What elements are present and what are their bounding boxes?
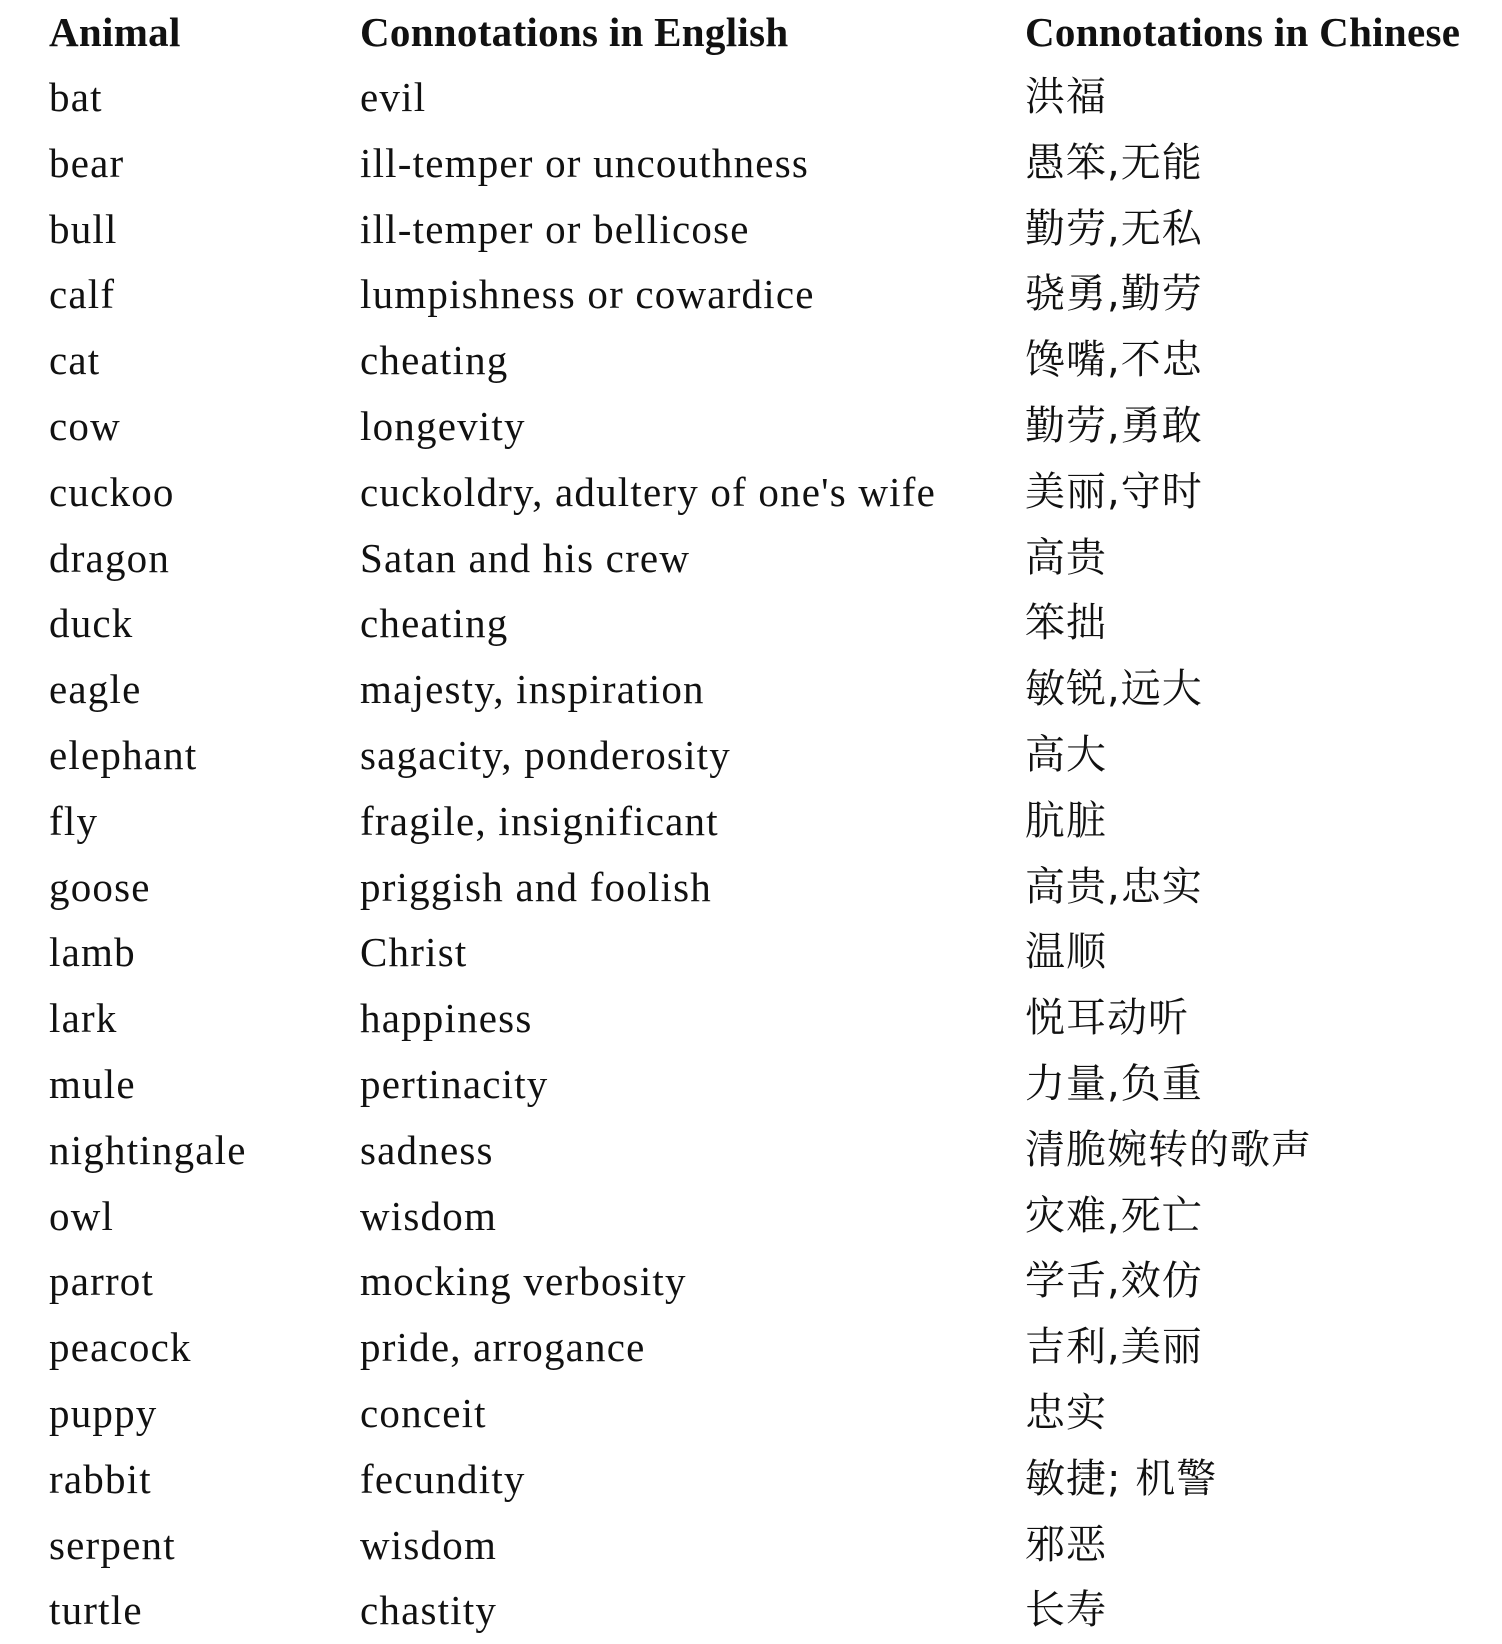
animal-cell: goose (49, 863, 151, 910)
animal-cell: cow (49, 402, 121, 449)
table-row (0, 1249, 1502, 1315)
chinese-connotation-cell: 力量,负重 (1025, 1060, 1203, 1107)
animal-cell: cat (49, 337, 101, 384)
animal-cell: bat (49, 74, 103, 120)
english-connotation-cell: sagacity, ponderosity (360, 731, 731, 778)
chinese-connotation-cell: 勤劳,勇敢 (1025, 402, 1203, 449)
table-row (0, 1578, 1502, 1644)
table-row (0, 460, 1502, 526)
table-row (0, 65, 1502, 131)
table-row (0, 328, 1502, 394)
animal-cell: parrot (49, 1258, 155, 1305)
animal-cell: elephant (49, 731, 198, 778)
chinese-connotation-cell: 清脆婉转的歌声 (1025, 1126, 1312, 1173)
chinese-connotation-cell: 高大 (1025, 731, 1107, 778)
table-row (0, 1118, 1502, 1184)
english-connotation-cell: fecundity (360, 1455, 526, 1502)
animal-cell: lark (49, 995, 118, 1042)
chinese-connotation-cell: 敏捷; 机警 (1025, 1455, 1218, 1502)
header-chinese-connotations: Connotations in Chinese (1025, 9, 1461, 55)
table-row (0, 657, 1502, 723)
animal-cell: turtle (49, 1587, 143, 1634)
chinese-connotation-cell: 邪恶 (1025, 1521, 1107, 1568)
english-connotation-cell: cuckoldry, adultery of one's wife (360, 468, 937, 515)
english-connotation-cell: ill-temper or bellicose (360, 205, 750, 252)
chinese-connotation-cell: 敏锐,远大 (1025, 666, 1203, 713)
chinese-connotation-cell: 长寿 (1025, 1587, 1107, 1634)
animal-cell: duck (49, 600, 134, 647)
table-row (0, 1052, 1502, 1118)
animal-cell: eagle (49, 666, 142, 713)
chinese-connotation-cell: 温顺 (1025, 929, 1107, 976)
chinese-connotation-cell: 肮脏 (1025, 797, 1107, 844)
table-body (0, 65, 1502, 1644)
animal-cell: nightingale (49, 1126, 247, 1173)
animal-cell: fly (49, 797, 99, 844)
chinese-connotation-cell: 笨拙 (1025, 600, 1107, 647)
chinese-connotation-cell: 骁勇,勤劳 (1025, 271, 1203, 318)
table-header-row (0, 0, 1502, 65)
english-connotation-cell: cheating (360, 337, 509, 384)
animal-cell: serpent (49, 1521, 176, 1568)
table-row (0, 723, 1502, 789)
animal-cell: cuckoo (49, 468, 175, 515)
animal-cell: peacock (49, 1324, 192, 1371)
chinese-connotation-cell: 愚笨,无能 (1025, 139, 1203, 186)
table-row (0, 1315, 1502, 1381)
chinese-connotation-cell: 馋嘴,不忠 (1025, 337, 1203, 384)
table-row (0, 526, 1502, 592)
english-connotation-cell: lumpishness or cowardice (360, 271, 815, 318)
header-animal: Animal (49, 9, 181, 55)
table-row (0, 789, 1502, 855)
animal-cell: puppy (49, 1389, 158, 1436)
chinese-connotation-cell: 忠实 (1025, 1389, 1107, 1436)
table-row (0, 1513, 1502, 1579)
chinese-connotation-cell: 吉利,美丽 (1025, 1324, 1203, 1371)
english-connotation-cell: Christ (360, 929, 468, 976)
chinese-connotation-cell: 灾难,死亡 (1025, 1192, 1203, 1239)
chinese-connotation-cell: 美丽,守时 (1025, 468, 1203, 515)
english-connotation-cell: fragile, insignificant (360, 797, 719, 844)
header-english-connotations: Connotations in English (360, 9, 789, 55)
animal-cell: mule (49, 1060, 136, 1107)
table-row (0, 394, 1502, 460)
animal-cell: bear (49, 139, 125, 186)
english-connotation-cell: evil (360, 74, 427, 120)
english-connotation-cell: pride, arrogance (360, 1324, 646, 1371)
table-row (0, 1447, 1502, 1513)
english-connotation-cell: wisdom (360, 1192, 498, 1239)
chinese-connotation-cell: 悦耳动听 (1025, 995, 1189, 1042)
animal-cell: dragon (49, 534, 171, 581)
table-row (0, 131, 1502, 197)
english-connotation-cell: Satan and his crew (360, 534, 691, 581)
table-row (0, 1381, 1502, 1447)
english-connotation-cell: chastity (360, 1587, 498, 1634)
table-row (0, 920, 1502, 986)
chinese-connotation-cell: 高贵,忠实 (1025, 863, 1203, 910)
chinese-connotation-cell: 洪福 (1025, 74, 1107, 120)
table-row (0, 986, 1502, 1052)
chinese-connotation-cell: 学舌,效仿 (1025, 1258, 1203, 1305)
english-connotation-cell: wisdom (360, 1521, 498, 1568)
english-connotation-cell: conceit (360, 1389, 487, 1436)
english-connotation-cell: sadness (360, 1126, 494, 1173)
animal-cell: lamb (49, 929, 136, 976)
animal-cell: owl (49, 1192, 115, 1239)
english-connotation-cell: mocking verbosity (360, 1258, 687, 1305)
table-row (0, 262, 1502, 328)
english-connotation-cell: ill-temper or uncouthness (360, 139, 810, 186)
english-connotation-cell: majesty, inspiration (360, 666, 705, 713)
english-connotation-cell: priggish and foolish (360, 863, 712, 910)
english-connotation-cell: pertinacity (360, 1060, 549, 1107)
table-row (0, 855, 1502, 921)
table-row (0, 591, 1502, 657)
english-connotation-cell: longevity (360, 402, 526, 449)
english-connotation-cell: happiness (360, 995, 533, 1042)
chinese-connotation-cell: 勤劳,无私 (1025, 205, 1203, 252)
animal-cell: rabbit (49, 1455, 152, 1502)
table-row (0, 1184, 1502, 1250)
english-connotation-cell: cheating (360, 600, 509, 647)
animal-cell: bull (49, 205, 118, 252)
table-row (0, 197, 1502, 263)
chinese-connotation-cell: 高贵 (1025, 534, 1107, 581)
animal-cell: calf (49, 271, 116, 318)
